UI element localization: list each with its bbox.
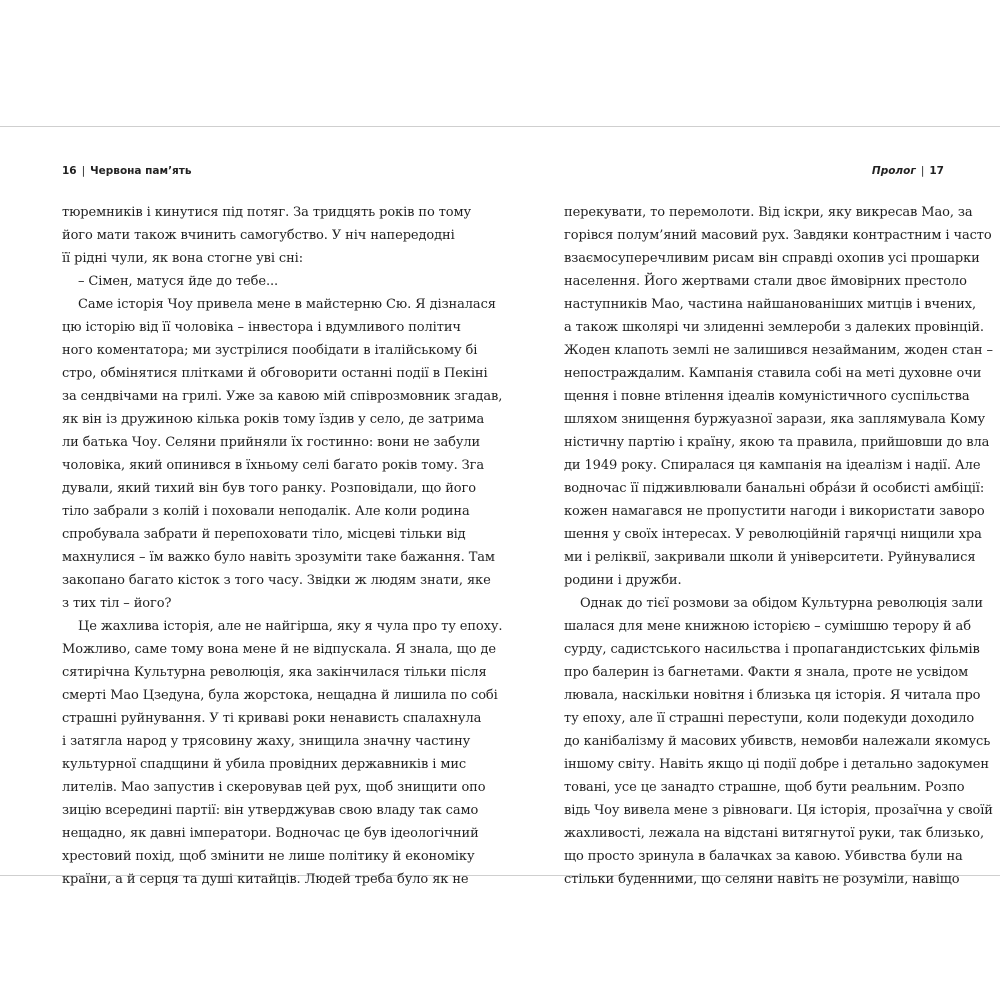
text-line: до канібалізму й масових убивств, немовби належали якомусь (564, 734, 991, 749)
text-line: взаємосуперечливим рисам він справді охопив усі прошарки (564, 251, 980, 266)
text-line: культурної спадщини й убила провідних державників і мис (62, 757, 467, 772)
right-page (564, 127, 993, 887)
text-line: сятирічна Культурна революція, яка закінчилася тільки після (62, 665, 487, 680)
text-line: спробувала забрати й перепоховати тіло, місцеві тільки від (62, 527, 466, 542)
text-line: про балерин із багнетами. Факти я знала, проте не усвідом (564, 665, 969, 680)
left-running-head (62, 165, 442, 179)
text-line: непостраждалим. Кампанія ставила собі на меті духовне очи (564, 366, 982, 381)
text-line: як він із дружиною кілька років тому їздив у село, де затрима (62, 412, 485, 427)
text-line: закопано багато кісток з того часу. Звідки ж людям знати, яке (62, 573, 491, 588)
text-line: з тих тіл – його? (62, 596, 172, 611)
text-line: горівся полум’яний масовий рух. Завдяки контрастним і часто (564, 228, 992, 243)
text-line: Саме історія Чоу привела мене в майстерню Сю. Я дізналася (78, 297, 496, 312)
text-line: тюремників і кинутися під потяг. За тридцять років по тому (62, 205, 472, 220)
left-page-number: 16 (62, 165, 77, 177)
text-line: наступників Мао, частина найшанованіших митців і вчених, (564, 297, 976, 312)
text-line: хрестовий похід, щоб змінити не лише політику й економіку (62, 849, 475, 864)
text-line: нещадно, як давні імператори. Водночас це був ідеологічний (62, 826, 479, 841)
text-line: кожен намагався не пропустити нагоди і використати заворо (564, 504, 985, 519)
text-line: лителів. Мао запустив і скеровував цей рух, щоб знищити опо (62, 780, 486, 795)
text-line: стільки буденними, що селяни навіть не розуміли, навіщо (564, 872, 960, 887)
text-line: чоловіка, який опинився в їхньому селі багато років тому. Зга (62, 458, 485, 473)
text-line: щення і повне втілення ідеалів комуністичного суспільства (564, 389, 970, 404)
text-line: її рідні чули, як вона стогне уві сні: (62, 251, 304, 266)
text-line: родини і дружби. (564, 573, 682, 588)
text-line: – Сімен, матуся йде до тебе... (78, 274, 279, 289)
text-line: перекувати, то перемолоти. Від іскри, яку викресав Мао, за (564, 205, 973, 220)
text-line: страшні руйнування. У ті криваві роки ненависть спалахнула (62, 711, 482, 726)
text-line: ту епоху, але її страшні переступи, коли подекуди доходило (564, 711, 975, 726)
text-line: цю історію від її чоловіка – інвестора і вдумливого політич (62, 320, 461, 335)
text-line: тіло забрали з колій і поховали неподалік. Але коли родина (62, 504, 470, 519)
text-line: Це жахлива історія, але не найгірша, яку я чула про ту епоху. (78, 619, 503, 634)
right-page-body (564, 201, 993, 891)
left-running-title: Червона пам’ять (90, 165, 192, 177)
text-line: зицію всередині партії: він утверджував свою владу так само (62, 803, 479, 818)
text-line: що просто зринула в балачках за кавою. Убивства були на (564, 849, 963, 864)
right-page-number: 17 (929, 165, 944, 177)
text-line: а також школярі чи злиденні землероби з далеких провінцій. (564, 320, 984, 335)
text-line: шляхом знищення буржуазної зарази, яка заплямувала Кому (564, 412, 986, 427)
text-line: ли батька Чоу. Селяни прийняли їх гостинно: вони не забули (62, 435, 481, 450)
text-line: лювала, наскільки новітня і близька ця історія. Я читала про (564, 688, 981, 703)
text-line: товані, усе це занадто страшне, щоб бути реальним. Розпо (564, 780, 965, 795)
text-line: його мати також вчинить самогубство. У ніч напередодні (62, 228, 455, 243)
text-line: шалася для мене книжною історією – сумішшю терору й аб (564, 619, 971, 634)
text-line: ми і реліквії, закривали школи й університети. Руйнувалися (564, 550, 976, 565)
book-spread (0, 126, 1000, 887)
text-line: відь Чоу вивела мене з рівноваги. Ця історія, прозаїчна у своїй (564, 803, 993, 818)
text-line: ністичну партію і країну, якою та правила, прийшовши до вла (564, 435, 990, 450)
text-line: дували, який тихий він був того ранку. Розповідали, що його (62, 481, 476, 496)
text-line: шення у своїх інтересах. У революційній гарячці нищили хра (564, 527, 982, 542)
text-line: за сендвічами на грилі. Уже за кавою мій співрозмовник згадав, (62, 389, 503, 404)
text-line: сурду, садистського насильства і пропагандистських фільмів (564, 642, 980, 657)
text-line: смерті Мао Цзедуна, була жорстока, нещадна й лишила по собі (62, 688, 498, 703)
text-line: Однак до тієї розмови за обідом Культурна революція зали (580, 596, 983, 611)
text-line: іншому світу. Навіть якщо ці події добре і детально задокумен (564, 757, 989, 772)
text-line: стро, обмінятися плітками й обговорити останні події в Пекіні (62, 366, 488, 381)
text-line: махнулися – їм важко було навіть зрозуміти таке бажання. Там (62, 550, 495, 565)
text-line: водночас її підживлювали банальні обрáзи й особисті амбіції: (564, 481, 985, 496)
text-line: країни, а й серця та душі китайців. Людей треба було як не (62, 872, 469, 887)
text-line: жахливості, лежала на відстані витягнутої руки, так близько, (564, 826, 985, 841)
left-page-body (62, 201, 503, 891)
text-line: населення. Його жертвами стали двоє ймовірних престоло (564, 274, 967, 289)
text-line: і затягла народ у трясовину жаху, знищила значну частину (62, 734, 471, 749)
right-head-separator: | (920, 165, 925, 177)
right-running-title: Пролог (871, 165, 916, 177)
text-line: Жоден клапоть землі не залишився незайманим, жоден стан – (564, 343, 993, 358)
text-line: ди 1949 року. Спиралася ця кампанія на ідеалізм і надії. Але (564, 458, 981, 473)
right-running-head (564, 165, 944, 179)
text-line: ного коментатора; ми зустрілися пообідати в італійському бі (62, 343, 478, 358)
left-head-separator: | (81, 165, 86, 177)
text-line: Можливо, саме тому вона мене й не відпускала. Я знала, що де (62, 642, 496, 657)
left-page (62, 127, 503, 887)
